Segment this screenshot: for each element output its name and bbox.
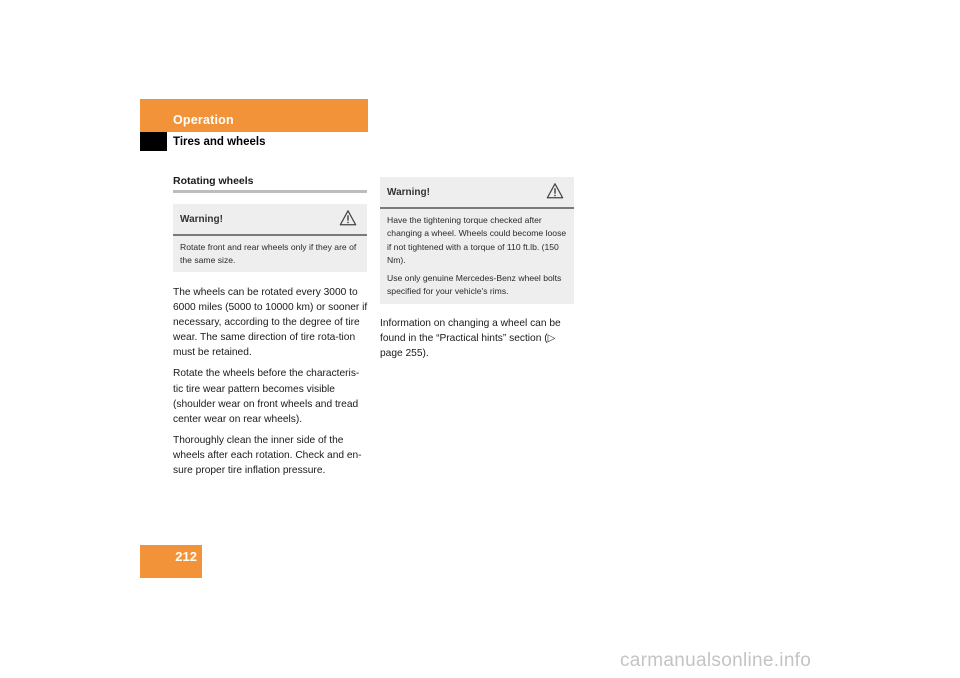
warning-text <box>380 209 574 304</box>
right-body-text <box>380 316 576 367</box>
warning-text: Rotate front and rear wheels only if they are of the same size. <box>180 242 357 266</box>
page-number: 212 <box>175 549 197 564</box>
chapter-header-bar <box>140 99 368 132</box>
warning-paragraph: Have the tightening torque checked after changing a wheel. Wheels could become loose if not tightened with a torque of 110 ft.lb. (150 Nm). <box>387 215 567 266</box>
chapter-title: Operation <box>173 113 234 127</box>
paragraph: The wheels can be rotated every 3000 to 6000 miles (5000 to 10000 km) or sooner if necessary, according to the degree of tire wear. The same direction of tire rota-tion must be retained. <box>173 287 368 359</box>
warning-box-torque <box>380 177 574 304</box>
paragraph: Information on changing a wheel can be found in the “Practical hints” section (▷ page 255). <box>380 318 561 360</box>
paragraph: Rotate the wheels before the characteris-tic tire wear pattern becomes visible (shoulder wear on front wheels and tread center wear on rear wheels). <box>173 368 360 425</box>
section-marker <box>140 132 167 151</box>
footer-watermark: carmanualsonline.info <box>620 650 812 671</box>
section-heading: Rotating wheels <box>173 175 367 193</box>
warning-title: Warning! <box>387 187 430 198</box>
warning-title: Warning! <box>180 214 223 225</box>
warning-triangle-icon <box>339 209 357 227</box>
left-body-text <box>173 285 369 484</box>
warning-triangle-icon <box>546 182 564 200</box>
paragraph: Thoroughly clean the inner side of the wheels after each rotation. Check and en-sure proper tire inflation pressure. <box>173 434 362 477</box>
page-number-box <box>140 545 202 578</box>
subsection-title: Tires and wheels <box>173 136 266 148</box>
warning-box-size <box>173 204 367 272</box>
warning-header <box>380 177 574 209</box>
warning-paragraph: Use only genuine Mercedes-Benz wheel bolts specified for your vehicle's rims. <box>387 272 562 297</box>
warning-header <box>173 204 367 236</box>
